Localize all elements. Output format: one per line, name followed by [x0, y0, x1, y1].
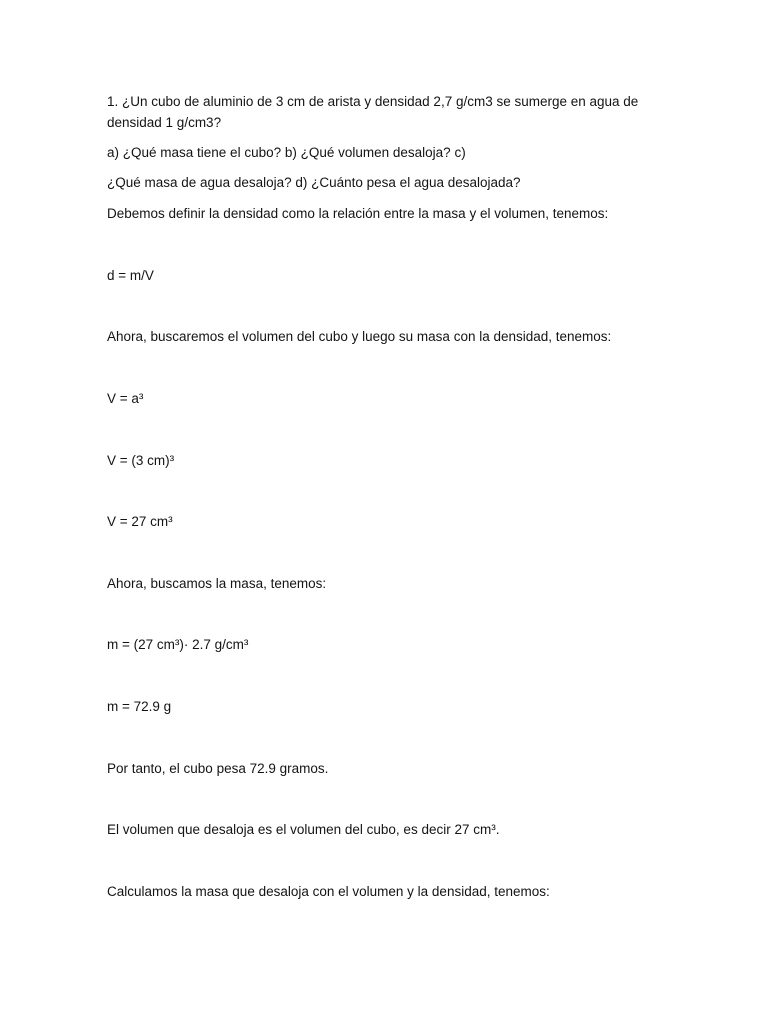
mass-result: m = 72.9 g	[107, 699, 172, 714]
question-line-2: ¿Qué masa de agua desaloja? d) ¿Cuánto pesa el agua desalojada?	[107, 175, 521, 190]
problem-statement-line-2: densidad 1 g/cm3?	[107, 115, 222, 130]
density-formula: d = m/V	[107, 268, 154, 283]
volume-result: V = 27 cm³	[107, 514, 173, 529]
problem-statement-line-1: 1. ¿Un cubo de aluminio de 3 cm de arista y densidad 2,7 g/cm3 se sumerge en agua de	[107, 94, 639, 109]
mass-conclusion-text: Por tanto, el cubo pesa 72.9 gramos.	[107, 761, 329, 776]
displaced-volume-text: El volumen que desaloja es el volumen del cubo, es decir 27 cm³.	[107, 822, 500, 837]
question-line-1: a) ¿Qué masa tiene el cubo? b) ¿Qué volumen desaloja? c)	[107, 145, 466, 160]
mass-intro-text: Ahora, buscamos la masa, tenemos:	[107, 576, 327, 591]
displaced-mass-intro-text: Calculamos la masa que desaloja con el volumen y la densidad, tenemos:	[107, 884, 550, 899]
mass-formula: m = (27 cm³)· 2.7 g/cm³	[107, 637, 249, 652]
volume-formula: V = a³	[107, 391, 144, 406]
volume-substitution: V = (3 cm)³	[107, 453, 175, 468]
density-definition-text: Debemos definir la densidad como la relación entre la masa y el volumen, tenemos:	[107, 206, 609, 221]
volume-intro-text: Ahora, buscaremos el volumen del cubo y luego su masa con la densidad, tenemos:	[107, 329, 612, 344]
